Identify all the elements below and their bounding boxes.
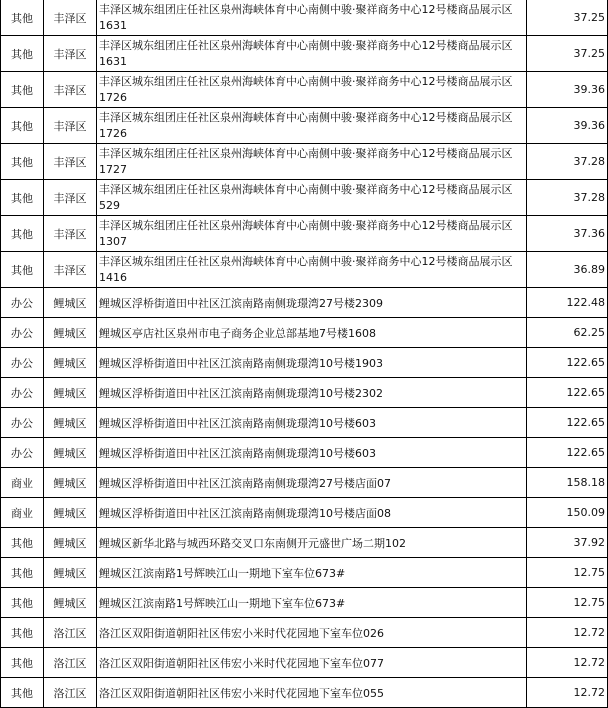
cell-type: 其他 [1, 216, 44, 252]
cell-type: 办公 [1, 288, 44, 318]
cell-district: 洛江区 [44, 678, 97, 708]
cell-district: 洛江区 [44, 648, 97, 678]
cell-type: 其他 [1, 180, 44, 216]
cell-type: 办公 [1, 378, 44, 408]
cell-location: 洛江区双阳街道朝阳社区伟宏小米时代花园地下室车位077 [97, 648, 527, 678]
cell-type: 办公 [1, 408, 44, 438]
cell-area: 62.25 [527, 318, 608, 348]
table-row [1, 0, 608, 36]
cell-area: 37.92 [527, 528, 608, 558]
table-row [1, 144, 608, 180]
cell-area: 36.89 [527, 252, 608, 288]
cell-location: 鲤城区江滨南路1号辉映江山一期地下室车位673# [97, 588, 527, 618]
cell-area: 150.09 [527, 498, 608, 528]
cell-location: 丰泽区城东组团庄任社区泉州海峡体育中心南侧中骏·聚祥商务中心12号楼商品展示区1416 [97, 252, 527, 288]
table-row [1, 468, 608, 498]
cell-district: 丰泽区 [44, 252, 97, 288]
table-row [1, 36, 608, 72]
cell-area: 12.75 [527, 558, 608, 588]
cell-type: 商业 [1, 468, 44, 498]
table-row [1, 108, 608, 144]
cell-area: 122.65 [527, 378, 608, 408]
table-body [1, 0, 608, 708]
cell-location: 洛江区双阳街道朝阳社区伟宏小米时代花园地下室车位055 [97, 678, 527, 708]
cell-area: 39.36 [527, 72, 608, 108]
cell-area: 122.65 [527, 348, 608, 378]
cell-area: 12.72 [527, 618, 608, 648]
cell-location: 丰泽区城东组团庄任社区泉州海峡体育中心南侧中骏·聚祥商务中心12号楼商品展示区1631 [97, 36, 527, 72]
cell-district: 丰泽区 [44, 36, 97, 72]
cell-location: 丰泽区城东组团庄任社区泉州海峡体育中心南侧中骏·聚祥商务中心12号楼商品展示区529 [97, 180, 527, 216]
table-row [1, 180, 608, 216]
cell-district: 鲤城区 [44, 318, 97, 348]
cell-location: 鲤城区浮桥街道田中社区江滨南路南侧珑璟湾10号楼603 [97, 438, 527, 468]
cell-location: 丰泽区城东组团庄任社区泉州海峡体育中心南侧中骏·聚祥商务中心12号楼商品展示区1726 [97, 108, 527, 144]
cell-location: 丰泽区城东组团庄任社区泉州海峡体育中心南侧中骏·聚祥商务中心12号楼商品展示区1727 [97, 144, 527, 180]
cell-location: 鲤城区浮桥街道田中社区江滨南路南侧珑璟湾10号楼2302 [97, 378, 527, 408]
cell-location: 鲤城区浮桥街道田中社区江滨南路南侧珑璟湾10号楼1903 [97, 348, 527, 378]
table-row [1, 438, 608, 468]
cell-district: 鲤城区 [44, 468, 97, 498]
cell-district: 鲤城区 [44, 288, 97, 318]
cell-area: 37.25 [527, 36, 608, 72]
cell-type: 其他 [1, 108, 44, 144]
cell-district: 鲤城区 [44, 378, 97, 408]
cell-type: 其他 [1, 678, 44, 708]
cell-district: 鲤城区 [44, 588, 97, 618]
cell-area: 122.48 [527, 288, 608, 318]
cell-area: 122.65 [527, 408, 608, 438]
cell-location: 丰泽区城东组团庄任社区泉州海峡体育中心南侧中骏·聚祥商务中心12号楼商品展示区1631 [97, 0, 527, 36]
table-row [1, 408, 608, 438]
cell-area: 12.72 [527, 678, 608, 708]
cell-district: 丰泽区 [44, 0, 97, 36]
cell-type: 其他 [1, 72, 44, 108]
cell-area: 37.36 [527, 216, 608, 252]
table-row [1, 498, 608, 528]
cell-type: 其他 [1, 588, 44, 618]
cell-district: 丰泽区 [44, 72, 97, 108]
cell-area: 12.72 [527, 648, 608, 678]
cell-district: 鲤城区 [44, 558, 97, 588]
table-row [1, 528, 608, 558]
table-row [1, 618, 608, 648]
cell-area: 12.75 [527, 588, 608, 618]
cell-type: 其他 [1, 528, 44, 558]
cell-type: 其他 [1, 558, 44, 588]
table-row [1, 252, 608, 288]
cell-location: 丰泽区城东组团庄任社区泉州海峡体育中心南侧中骏·聚祥商务中心12号楼商品展示区1307 [97, 216, 527, 252]
cell-area: 37.28 [527, 144, 608, 180]
cell-location: 鲤城区浮桥街道田中社区江滨南路南侧珑璟湾27号楼2309 [97, 288, 527, 318]
table-row [1, 378, 608, 408]
cell-location: 鲤城区浮桥街道田中社区江滨南路南侧珑璟湾10号楼603 [97, 408, 527, 438]
cell-district: 洛江区 [44, 618, 97, 648]
table-row [1, 318, 608, 348]
cell-district: 丰泽区 [44, 108, 97, 144]
cell-type: 其他 [1, 144, 44, 180]
cell-location: 鲤城区江滨南路1号辉映江山一期地下室车位673# [97, 558, 527, 588]
table-row [1, 348, 608, 378]
table-row [1, 288, 608, 318]
table-row [1, 588, 608, 618]
cell-type: 其他 [1, 36, 44, 72]
cell-location: 鲤城区浮桥街道田中社区江滨南路南侧珑璟湾10号楼店面08 [97, 498, 527, 528]
cell-type: 其他 [1, 618, 44, 648]
cell-district: 丰泽区 [44, 180, 97, 216]
cell-location: 鲤城区亭店社区泉州市电子商务企业总部基地7号楼1608 [97, 318, 527, 348]
cell-area: 37.25 [527, 0, 608, 36]
cell-district: 鲤城区 [44, 408, 97, 438]
cell-district: 丰泽区 [44, 144, 97, 180]
table-row [1, 72, 608, 108]
cell-area: 37.28 [527, 180, 608, 216]
cell-district: 丰泽区 [44, 216, 97, 252]
cell-location: 鲤城区浮桥街道田中社区江滨南路南侧珑璟湾27号楼店面07 [97, 468, 527, 498]
cell-area: 122.65 [527, 438, 608, 468]
table-row [1, 558, 608, 588]
table-row [1, 678, 608, 708]
cell-type: 商业 [1, 498, 44, 528]
cell-district: 鲤城区 [44, 528, 97, 558]
cell-district: 鲤城区 [44, 348, 97, 378]
cell-district: 鲤城区 [44, 498, 97, 528]
table-row [1, 216, 608, 252]
cell-type: 其他 [1, 252, 44, 288]
table-row [1, 648, 608, 678]
cell-location: 丰泽区城东组团庄任社区泉州海峡体育中心南侧中骏·聚祥商务中心12号楼商品展示区1726 [97, 72, 527, 108]
cell-location: 洛江区双阳街道朝阳社区伟宏小米时代花园地下室车位026 [97, 618, 527, 648]
cell-type: 其他 [1, 0, 44, 36]
cell-district: 鲤城区 [44, 438, 97, 468]
cell-area: 158.18 [527, 468, 608, 498]
cell-type: 办公 [1, 348, 44, 378]
cell-area: 39.36 [527, 108, 608, 144]
cell-type: 其他 [1, 648, 44, 678]
cell-type: 办公 [1, 438, 44, 468]
cell-type: 办公 [1, 318, 44, 348]
cell-location: 鲤城区新华北路与城西环路交叉口东南侧开元盛世广场二期102 [97, 528, 527, 558]
